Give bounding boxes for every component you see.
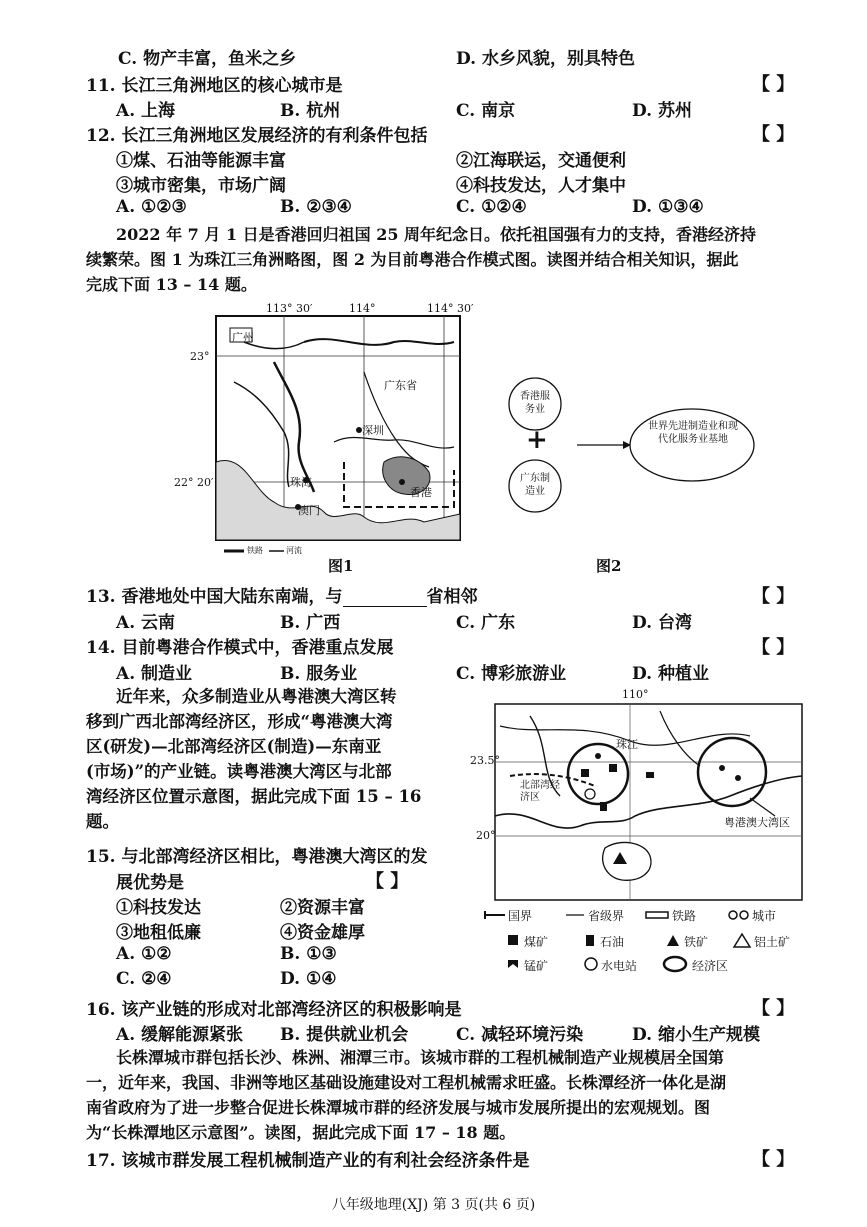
q15-item-4: ④资金雄厚 [280, 923, 365, 943]
q14-option-b: B. 服务业 [280, 664, 358, 684]
map2-legend-coal: 煤矿 [524, 935, 549, 949]
q17-stem: 17. 该城市群发展工程机械制造产业的有利社会经济条件是 [86, 1151, 530, 1171]
q13-option-c: C. 广东 [456, 613, 516, 633]
q12-option-d: D. ①③④ [632, 197, 704, 217]
intro3-line2: 一，近年来，我国、非洲等地区基础设施建设对工程机械需求旺盛。长株潭经济一体化是湖 [86, 1073, 727, 1092]
q12-option-a: A. ①②③ [116, 197, 187, 217]
q15-answer-bracket[interactable]: 【 】 [366, 871, 409, 892]
fig2-plus: + [526, 425, 548, 455]
map2-legend-iron: 铁矿 [684, 935, 709, 949]
figure2-cooperation-diagram [505, 370, 795, 530]
figure1-pearl-river-delta-map [174, 302, 474, 562]
fig1-lat-label-2: 22° 20′ [174, 476, 214, 489]
intro3-line4: 为“长株潭地区示意图”。读图，据此完成下面 17 – 18 题。 [86, 1123, 516, 1142]
q13-stem-part1: 13. 香港地处中国大陆东南端，与 [86, 587, 343, 607]
fig1-legend-railway: 铁路 [247, 546, 263, 555]
map2-legend-oil: 石油 [600, 935, 625, 949]
map2-legend-economic-zone: 经济区 [692, 959, 729, 973]
fig1-lon-label-3: 114° 30′ [427, 302, 474, 315]
fig1-place-guangdong: 广东省 [384, 379, 417, 392]
q14-answer-bracket[interactable]: 【 】 [752, 637, 795, 658]
map2-label-beibu-zone: 北部湾经济区 [520, 780, 560, 803]
fig1-lon-label-2: 114° [349, 302, 376, 315]
q17-answer-bracket[interactable]: 【 】 [752, 1149, 795, 1170]
figure1-caption: 图1 [328, 557, 354, 575]
map2-legend-provincial-border: 省级界 [588, 909, 625, 923]
fig1-place-macau: 澳门 [298, 504, 320, 517]
map2-legend-city: 城市 [752, 909, 777, 923]
q11-option-b: B. 杭州 [280, 101, 341, 121]
q13-stem-part2: 省相邻 [426, 587, 478, 607]
gba-beibu-map [470, 686, 810, 986]
map2-lon-label: 110° [622, 688, 649, 701]
q16-answer-bracket[interactable]: 【 】 [752, 998, 795, 1019]
q15-stem-line1: 15. 与北部湾经济区相比，粤港澳大湾区的发 [86, 847, 428, 867]
fig1-place-zhuhai: 珠海 [290, 476, 312, 489]
q14-stem: 14. 目前粤港合作模式中，香港重点发展 [86, 638, 394, 658]
map2-lat-label-1: 23.5° [470, 754, 500, 767]
q15-option-b: B. ①③ [280, 944, 337, 964]
q12-item-1: ①煤、石油等能源丰富 [116, 151, 286, 171]
map2-legend-bauxite: 铝土矿 [754, 935, 791, 949]
map2-legend-national-border: 国界 [508, 909, 533, 923]
map2-label-gba: 粤港澳大湾区 [724, 816, 790, 829]
intro3-line3: 南省政府为了进一步整合促进长株潭城市群的经济发展与城市发展所提出的宏观规划。图 [86, 1098, 711, 1117]
q11-option-a: A. 上海 [116, 101, 176, 121]
q15-stem-line2: 展优势是 [116, 873, 184, 893]
q11-stem: 11. 长江三角洲地区的核心城市是 [86, 76, 343, 96]
fig2-result-base: 世界先进制造业和现代化服务业基地 [648, 421, 738, 445]
q13-option-b: B. 广西 [280, 613, 341, 633]
q16-option-c: C. 减轻环境污染 [456, 1025, 584, 1045]
q13-option-d: D. 台湾 [632, 613, 692, 633]
q12-option-c: C. ①②④ [456, 197, 527, 217]
q16-option-a: A. 缓解能源紧张 [116, 1025, 244, 1045]
fig2-hk-services: 香港服务业 [520, 391, 550, 415]
intro2-line1: 近年来，众多制造业从粤港澳大湾区转 [116, 687, 397, 706]
q11-option-c: C. 南京 [456, 101, 516, 121]
q12-item-4: ④科技发达，人才集中 [456, 176, 626, 196]
q15-option-c: C. ②④ [116, 969, 172, 989]
q13-answer-bracket[interactable]: 【 】 [752, 586, 795, 607]
intro3-line1: 长株潭城市群包括长沙、株洲、湘潭三市。该城市群的工程机械制造产业规模居全国第 [116, 1048, 725, 1067]
map2-legend-manganese: 锰矿 [524, 959, 549, 973]
q16-option-b: B. 提供就业机会 [280, 1025, 409, 1045]
intro1-line2: 续繁荣。图 1 为珠江三角洲略图，图 2 为目前粤港合作模式图。读图并结合相关知识，据此 [86, 250, 739, 269]
q12-stem: 12. 长江三角洲地区发展经济的有利条件包括 [86, 126, 428, 146]
q12-option-b: B. ②③④ [280, 197, 352, 217]
q15-item-3: ③地租低廉 [116, 923, 201, 943]
q14-option-c: C. 博彩旅游业 [456, 664, 567, 684]
q13-blank[interactable] [343, 590, 427, 607]
fig1-place-shenzhen: 深圳 [362, 424, 384, 437]
page-footer: 八年级地理(XJ) 第 3 页(共 6 页) [331, 1197, 536, 1213]
figure2-caption: 图2 [596, 557, 622, 575]
q10-option-c: C. 物产丰富，鱼米之乡 [118, 49, 297, 69]
fig1-lat-label-1: 23° [190, 350, 210, 363]
q15-option-d: D. ①④ [280, 969, 337, 989]
q15-item-1: ①科技发达 [116, 898, 201, 918]
q11-option-d: D. 苏州 [632, 101, 692, 121]
intro2-line4: (市场)”的产业链。读粤港澳大湾区与北部 [86, 762, 392, 781]
q11-answer-bracket[interactable]: 【 】 [752, 74, 795, 95]
q14-option-d: D. 种植业 [632, 664, 709, 684]
intro2-line6: 题。 [86, 812, 119, 831]
fig1-place-guangzhou: 广州 [232, 331, 254, 344]
intro2-line3: 区(研发)—北部湾经济区(制造)—东南亚 [86, 737, 382, 756]
q10-option-d: D. 水乡风貌，别具特色 [456, 49, 635, 69]
q14-option-a: A. 制造业 [116, 664, 193, 684]
q13-option-a: A. 云南 [116, 613, 176, 633]
fig1-lon-label-1: 113° 30′ [266, 302, 313, 315]
q15-option-a: A. ①② [116, 944, 172, 964]
q16-stem: 16. 该产业链的形成对北部湾经济区的积极影响是 [86, 1000, 462, 1020]
fig1-legend-river: 河流 [286, 546, 302, 555]
fig2-gd-manufacturing: 广东制造业 [520, 473, 550, 497]
intro1-line3: 完成下面 13 – 14 题。 [86, 275, 257, 294]
map2-legend-railway: 铁路 [672, 909, 697, 923]
map2-legend-hydropower: 水电站 [601, 959, 638, 973]
q16-option-d: D. 缩小生产规模 [632, 1025, 760, 1045]
intro2-line5: 湾经济区位置示意图，据此完成下面 15 – 16 [86, 787, 422, 806]
fig1-place-hongkong: 香港 [410, 486, 432, 499]
intro2-line2: 移到广西北部湾经济区，形成“粤港澳大湾 [86, 712, 393, 731]
q12-item-2: ②江海联运，交通便利 [456, 151, 626, 171]
q15-item-2: ②资源丰富 [280, 898, 365, 918]
q12-item-3: ③城市密集，市场广阔 [116, 176, 286, 196]
q13-stem [86, 582, 478, 607]
intro1-line1: 2022 年 7 月 1 日是香港回归祖国 25 周年纪念日。依托祖国强有力的支持，香港经济持 [116, 225, 757, 244]
map2-lat-label-2: 20° [476, 829, 496, 842]
q12-answer-bracket[interactable]: 【 】 [752, 124, 795, 145]
map2-label-pearl-river: 珠江 [616, 738, 638, 751]
